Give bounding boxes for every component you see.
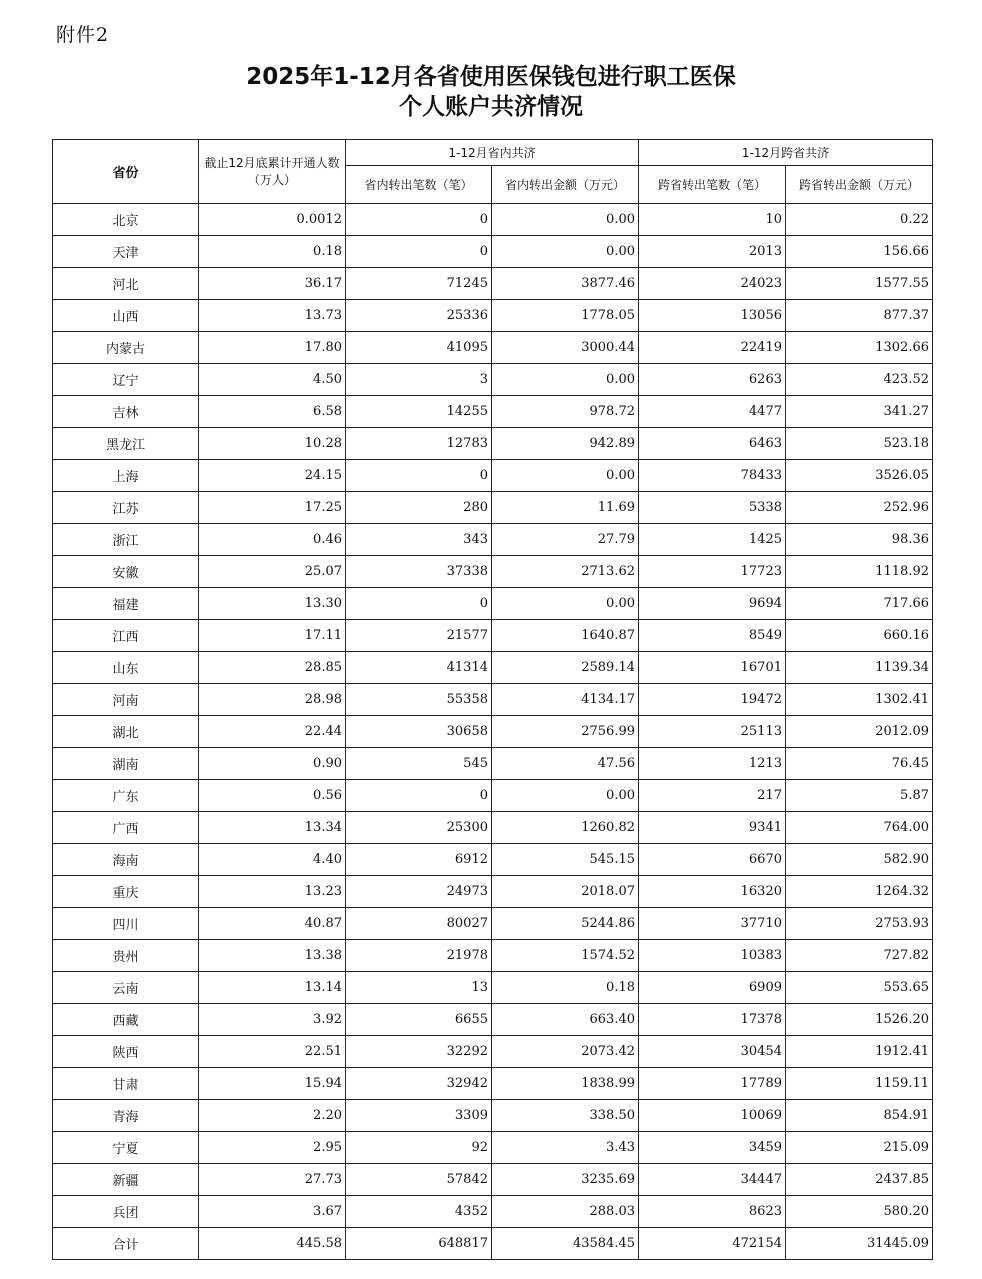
cell-province: 山西 bbox=[53, 300, 199, 332]
cell-province: 海南 bbox=[53, 844, 199, 876]
cell-in-amount: 1260.82 bbox=[492, 812, 639, 844]
cell-cross-count: 1425 bbox=[639, 524, 786, 556]
cell-cumulative: 3.67 bbox=[199, 1196, 346, 1228]
title-line-2: 个人账户共济情况 bbox=[399, 94, 583, 120]
cell-in-count: 3309 bbox=[346, 1100, 492, 1132]
document-title bbox=[0, 62, 982, 122]
cell-province: 河北 bbox=[53, 268, 199, 300]
cell-cumulative: 25.07 bbox=[199, 556, 346, 588]
cell-cumulative: 0.0012 bbox=[199, 204, 346, 236]
cell-in-count: 32292 bbox=[346, 1036, 492, 1068]
cell-cumulative: 17.25 bbox=[199, 492, 346, 524]
cell-in-count: 55358 bbox=[346, 684, 492, 716]
cell-cross-amount: 2012.09 bbox=[786, 716, 933, 748]
cell-province: 兵团 bbox=[53, 1196, 199, 1228]
cell-in-count: 21978 bbox=[346, 940, 492, 972]
cell-cross-count: 9341 bbox=[639, 812, 786, 844]
cell-cross-amount: 1912.41 bbox=[786, 1036, 933, 1068]
cell-in-count: 0 bbox=[346, 588, 492, 620]
cell-cross-count: 34447 bbox=[639, 1164, 786, 1196]
cell-province: 广西 bbox=[53, 812, 199, 844]
cell-cumulative: 40.87 bbox=[199, 908, 346, 940]
cell-cumulative: 13.38 bbox=[199, 940, 346, 972]
cell-cumulative: 0.90 bbox=[199, 748, 346, 780]
header-in-amount: 省内转出金额（万元） bbox=[492, 166, 639, 204]
cell-cross-amount: 764.00 bbox=[786, 812, 933, 844]
cell-cross-amount: 523.18 bbox=[786, 428, 933, 460]
cell-province: 安徽 bbox=[53, 556, 199, 588]
table-row bbox=[53, 588, 933, 620]
cell-in-amount: 0.00 bbox=[492, 204, 639, 236]
header-in-province-group: 1-12月省内共济 bbox=[346, 140, 639, 166]
cell-cross-amount: 1139.34 bbox=[786, 652, 933, 684]
cell-province: 河南 bbox=[53, 684, 199, 716]
table-row bbox=[53, 268, 933, 300]
cell-cumulative: 3.92 bbox=[199, 1004, 346, 1036]
table-row bbox=[53, 812, 933, 844]
cell-cross-amount: 660.16 bbox=[786, 620, 933, 652]
cell-cross-amount: 1526.20 bbox=[786, 1004, 933, 1036]
cell-cumulative: 13.34 bbox=[199, 812, 346, 844]
table-row bbox=[53, 556, 933, 588]
header-cross-count: 跨省转出笔数（笔） bbox=[639, 166, 786, 204]
cell-province: 云南 bbox=[53, 972, 199, 1004]
cell-province: 天津 bbox=[53, 236, 199, 268]
table-row bbox=[53, 876, 933, 908]
cell-in-amount: 47.56 bbox=[492, 748, 639, 780]
cell-cross-amount: 877.37 bbox=[786, 300, 933, 332]
cell-cross-amount: 580.20 bbox=[786, 1196, 933, 1228]
cell-cumulative: 13.23 bbox=[199, 876, 346, 908]
cell-cross-count: 22419 bbox=[639, 332, 786, 364]
table-row bbox=[53, 236, 933, 268]
cell-cross-count: 1213 bbox=[639, 748, 786, 780]
cell-cumulative: 2.95 bbox=[199, 1132, 346, 1164]
cell-province: 青海 bbox=[53, 1100, 199, 1132]
cell-cross-amount: 553.65 bbox=[786, 972, 933, 1004]
table-row bbox=[53, 300, 933, 332]
cell-in-count: 41314 bbox=[346, 652, 492, 684]
cell-in-amount: 43584.45 bbox=[492, 1228, 639, 1260]
cell-in-amount: 4134.17 bbox=[492, 684, 639, 716]
cell-in-amount: 3877.46 bbox=[492, 268, 639, 300]
cell-cumulative: 24.15 bbox=[199, 460, 346, 492]
cell-in-count: 0 bbox=[346, 780, 492, 812]
table-row bbox=[53, 1100, 933, 1132]
cell-cumulative: 445.58 bbox=[199, 1228, 346, 1260]
table-row bbox=[53, 1004, 933, 1036]
cell-province: 黑龙江 bbox=[53, 428, 199, 460]
table-row bbox=[53, 428, 933, 460]
header-in-count: 省内转出笔数（笔） bbox=[346, 166, 492, 204]
cell-cross-count: 4477 bbox=[639, 396, 786, 428]
cell-in-count: 3 bbox=[346, 364, 492, 396]
cell-in-amount: 1778.05 bbox=[492, 300, 639, 332]
cell-in-amount: 0.18 bbox=[492, 972, 639, 1004]
cell-cumulative: 27.73 bbox=[199, 1164, 346, 1196]
cell-province: 甘肃 bbox=[53, 1068, 199, 1100]
table-row bbox=[53, 1132, 933, 1164]
cell-cumulative: 13.30 bbox=[199, 588, 346, 620]
cell-in-amount: 11.69 bbox=[492, 492, 639, 524]
cell-province: 辽宁 bbox=[53, 364, 199, 396]
total-row bbox=[53, 1228, 933, 1260]
cell-in-count: 30658 bbox=[346, 716, 492, 748]
cell-cross-count: 6670 bbox=[639, 844, 786, 876]
cell-cross-count: 2013 bbox=[639, 236, 786, 268]
cell-cross-count: 5338 bbox=[639, 492, 786, 524]
co-payment-table bbox=[52, 139, 933, 1260]
cell-cross-count: 16320 bbox=[639, 876, 786, 908]
cell-cross-count: 16701 bbox=[639, 652, 786, 684]
cell-province: 重庆 bbox=[53, 876, 199, 908]
cell-in-count: 0 bbox=[346, 236, 492, 268]
cell-in-count: 12783 bbox=[346, 428, 492, 460]
cell-cumulative: 4.40 bbox=[199, 844, 346, 876]
cell-in-amount: 288.03 bbox=[492, 1196, 639, 1228]
table-row bbox=[53, 204, 933, 236]
table-row bbox=[53, 716, 933, 748]
cell-province: 宁夏 bbox=[53, 1132, 199, 1164]
cell-province: 湖北 bbox=[53, 716, 199, 748]
cell-in-count: 92 bbox=[346, 1132, 492, 1164]
cell-in-count: 71245 bbox=[346, 268, 492, 300]
cell-in-amount: 3235.69 bbox=[492, 1164, 639, 1196]
cell-province: 湖南 bbox=[53, 748, 199, 780]
cell-cumulative: 0.18 bbox=[199, 236, 346, 268]
cell-cross-count: 10383 bbox=[639, 940, 786, 972]
cell-province: 山东 bbox=[53, 652, 199, 684]
cell-cumulative: 17.11 bbox=[199, 620, 346, 652]
cell-province: 江苏 bbox=[53, 492, 199, 524]
cell-in-amount: 1838.99 bbox=[492, 1068, 639, 1100]
cell-in-count: 80027 bbox=[346, 908, 492, 940]
cell-cross-count: 25113 bbox=[639, 716, 786, 748]
cell-in-amount: 338.50 bbox=[492, 1100, 639, 1132]
table-row bbox=[53, 972, 933, 1004]
cell-cross-amount: 1302.66 bbox=[786, 332, 933, 364]
cell-in-count: 24973 bbox=[346, 876, 492, 908]
cell-cross-count: 10 bbox=[639, 204, 786, 236]
cell-in-amount: 0.00 bbox=[492, 588, 639, 620]
table-row bbox=[53, 1068, 933, 1100]
cell-cumulative: 28.85 bbox=[199, 652, 346, 684]
cell-cross-amount: 156.66 bbox=[786, 236, 933, 268]
header-cross-amount: 跨省转出金额（万元） bbox=[786, 166, 933, 204]
cell-in-count: 25300 bbox=[346, 812, 492, 844]
cell-cross-amount: 341.27 bbox=[786, 396, 933, 428]
cell-in-count: 37338 bbox=[346, 556, 492, 588]
cell-in-count: 0 bbox=[346, 460, 492, 492]
cell-cross-amount: 5.87 bbox=[786, 780, 933, 812]
cell-cross-amount: 1264.32 bbox=[786, 876, 933, 908]
cell-cross-count: 6909 bbox=[639, 972, 786, 1004]
cell-cross-count: 8549 bbox=[639, 620, 786, 652]
cell-in-amount: 2713.62 bbox=[492, 556, 639, 588]
cell-cross-count: 3459 bbox=[639, 1132, 786, 1164]
cell-cross-amount: 2437.85 bbox=[786, 1164, 933, 1196]
cell-cross-count: 472154 bbox=[639, 1228, 786, 1260]
cell-in-count: 14255 bbox=[346, 396, 492, 428]
cell-province: 吉林 bbox=[53, 396, 199, 428]
table-row bbox=[53, 1196, 933, 1228]
cell-in-count: 25336 bbox=[346, 300, 492, 332]
cell-province: 福建 bbox=[53, 588, 199, 620]
cell-in-count: 6912 bbox=[346, 844, 492, 876]
cell-cross-amount: 727.82 bbox=[786, 940, 933, 972]
cell-in-count: 41095 bbox=[346, 332, 492, 364]
cell-in-amount: 1640.87 bbox=[492, 620, 639, 652]
cell-in-amount: 0.00 bbox=[492, 364, 639, 396]
cell-cross-count: 8623 bbox=[639, 1196, 786, 1228]
cell-cumulative: 0.46 bbox=[199, 524, 346, 556]
cell-cumulative: 28.98 bbox=[199, 684, 346, 716]
cell-cross-count: 13056 bbox=[639, 300, 786, 332]
cell-cross-amount: 1159.11 bbox=[786, 1068, 933, 1100]
cell-cumulative: 10.28 bbox=[199, 428, 346, 460]
table-row bbox=[53, 652, 933, 684]
table-body bbox=[53, 204, 933, 1260]
cell-in-amount: 0.00 bbox=[492, 780, 639, 812]
cell-province: 贵州 bbox=[53, 940, 199, 972]
cell-cross-amount: 3526.05 bbox=[786, 460, 933, 492]
cell-in-amount: 2756.99 bbox=[492, 716, 639, 748]
cell-cross-amount: 252.96 bbox=[786, 492, 933, 524]
cell-cross-count: 6463 bbox=[639, 428, 786, 460]
cell-in-amount: 2073.42 bbox=[492, 1036, 639, 1068]
cell-cumulative: 36.17 bbox=[199, 268, 346, 300]
table-row bbox=[53, 780, 933, 812]
cell-province: 内蒙古 bbox=[53, 332, 199, 364]
cell-in-count: 545 bbox=[346, 748, 492, 780]
cell-in-amount: 2018.07 bbox=[492, 876, 639, 908]
cell-in-count: 57842 bbox=[346, 1164, 492, 1196]
cell-in-amount: 3000.44 bbox=[492, 332, 639, 364]
cell-cumulative: 0.56 bbox=[199, 780, 346, 812]
cell-cumulative: 13.14 bbox=[199, 972, 346, 1004]
cell-province: 浙江 bbox=[53, 524, 199, 556]
cell-in-amount: 545.15 bbox=[492, 844, 639, 876]
table-row bbox=[53, 364, 933, 396]
header-cross-province-group: 1-12月跨省共济 bbox=[639, 140, 933, 166]
table-row bbox=[53, 396, 933, 428]
cell-in-count: 648817 bbox=[346, 1228, 492, 1260]
cell-cross-count: 19472 bbox=[639, 684, 786, 716]
cell-cross-amount: 1577.55 bbox=[786, 268, 933, 300]
cell-cross-amount: 2753.93 bbox=[786, 908, 933, 940]
cell-in-count: 4352 bbox=[346, 1196, 492, 1228]
cell-cross-count: 6263 bbox=[639, 364, 786, 396]
table-row bbox=[53, 1036, 933, 1068]
cell-in-amount: 663.40 bbox=[492, 1004, 639, 1036]
cell-province: 陕西 bbox=[53, 1036, 199, 1068]
cell-cross-amount: 31445.09 bbox=[786, 1228, 933, 1260]
table-row bbox=[53, 332, 933, 364]
cell-in-count: 6655 bbox=[346, 1004, 492, 1036]
cell-cross-count: 217 bbox=[639, 780, 786, 812]
table-row bbox=[53, 620, 933, 652]
cell-cumulative: 2.20 bbox=[199, 1100, 346, 1132]
cell-in-count: 343 bbox=[346, 524, 492, 556]
cell-in-amount: 942.89 bbox=[492, 428, 639, 460]
cell-in-amount: 0.00 bbox=[492, 236, 639, 268]
cell-cross-amount: 215.09 bbox=[786, 1132, 933, 1164]
cell-province: 西藏 bbox=[53, 1004, 199, 1036]
cell-in-count: 0 bbox=[346, 204, 492, 236]
cell-cross-amount: 1302.41 bbox=[786, 684, 933, 716]
cell-in-count: 21577 bbox=[346, 620, 492, 652]
cell-cumulative: 6.58 bbox=[199, 396, 346, 428]
cell-cross-amount: 1118.92 bbox=[786, 556, 933, 588]
cell-province: 广东 bbox=[53, 780, 199, 812]
cell-cumulative: 17.80 bbox=[199, 332, 346, 364]
table-row bbox=[53, 908, 933, 940]
cell-province: 合计 bbox=[53, 1228, 199, 1260]
cell-cross-count: 17378 bbox=[639, 1004, 786, 1036]
cell-cross-amount: 582.90 bbox=[786, 844, 933, 876]
header-province: 省份 bbox=[53, 140, 199, 204]
cell-cumulative: 4.50 bbox=[199, 364, 346, 396]
cell-cross-count: 17789 bbox=[639, 1068, 786, 1100]
table-row bbox=[53, 844, 933, 876]
cell-in-amount: 1574.52 bbox=[492, 940, 639, 972]
cell-cross-amount: 423.52 bbox=[786, 364, 933, 396]
cell-province: 上海 bbox=[53, 460, 199, 492]
table-row bbox=[53, 748, 933, 780]
cell-province: 江西 bbox=[53, 620, 199, 652]
cell-cumulative: 22.51 bbox=[199, 1036, 346, 1068]
cell-in-amount: 5244.86 bbox=[492, 908, 639, 940]
cell-in-amount: 3.43 bbox=[492, 1132, 639, 1164]
title-line-1: 2025年1-12月各省使用医保钱包进行职工医保 bbox=[246, 64, 736, 90]
cell-cumulative: 13.73 bbox=[199, 300, 346, 332]
cell-in-amount: 2589.14 bbox=[492, 652, 639, 684]
cell-province: 北京 bbox=[53, 204, 199, 236]
header-cumulative: 截止12月底累计开通人数（万人） bbox=[199, 140, 346, 204]
cell-cumulative: 22.44 bbox=[199, 716, 346, 748]
cell-cross-amount: 98.36 bbox=[786, 524, 933, 556]
table-row bbox=[53, 492, 933, 524]
cell-cross-amount: 76.45 bbox=[786, 748, 933, 780]
cell-cross-count: 10069 bbox=[639, 1100, 786, 1132]
annex-label: 附件2 bbox=[56, 24, 110, 46]
table-row bbox=[53, 524, 933, 556]
cell-cross-count: 24023 bbox=[639, 268, 786, 300]
cell-in-amount: 27.79 bbox=[492, 524, 639, 556]
table-row bbox=[53, 940, 933, 972]
cell-province: 四川 bbox=[53, 908, 199, 940]
table-row bbox=[53, 1164, 933, 1196]
cell-cross-amount: 854.91 bbox=[786, 1100, 933, 1132]
cell-cross-count: 37710 bbox=[639, 908, 786, 940]
cell-cross-count: 9694 bbox=[639, 588, 786, 620]
cell-in-count: 13 bbox=[346, 972, 492, 1004]
cell-in-count: 32942 bbox=[346, 1068, 492, 1100]
cell-in-count: 280 bbox=[346, 492, 492, 524]
cell-in-amount: 978.72 bbox=[492, 396, 639, 428]
table-row bbox=[53, 460, 933, 492]
cell-province: 新疆 bbox=[53, 1164, 199, 1196]
cell-cross-count: 78433 bbox=[639, 460, 786, 492]
cell-cumulative: 15.94 bbox=[199, 1068, 346, 1100]
cell-cross-amount: 717.66 bbox=[786, 588, 933, 620]
cell-in-amount: 0.00 bbox=[492, 460, 639, 492]
cell-cross-count: 17723 bbox=[639, 556, 786, 588]
table-row bbox=[53, 684, 933, 716]
cell-cross-amount: 0.22 bbox=[786, 204, 933, 236]
cell-cross-count: 30454 bbox=[639, 1036, 786, 1068]
